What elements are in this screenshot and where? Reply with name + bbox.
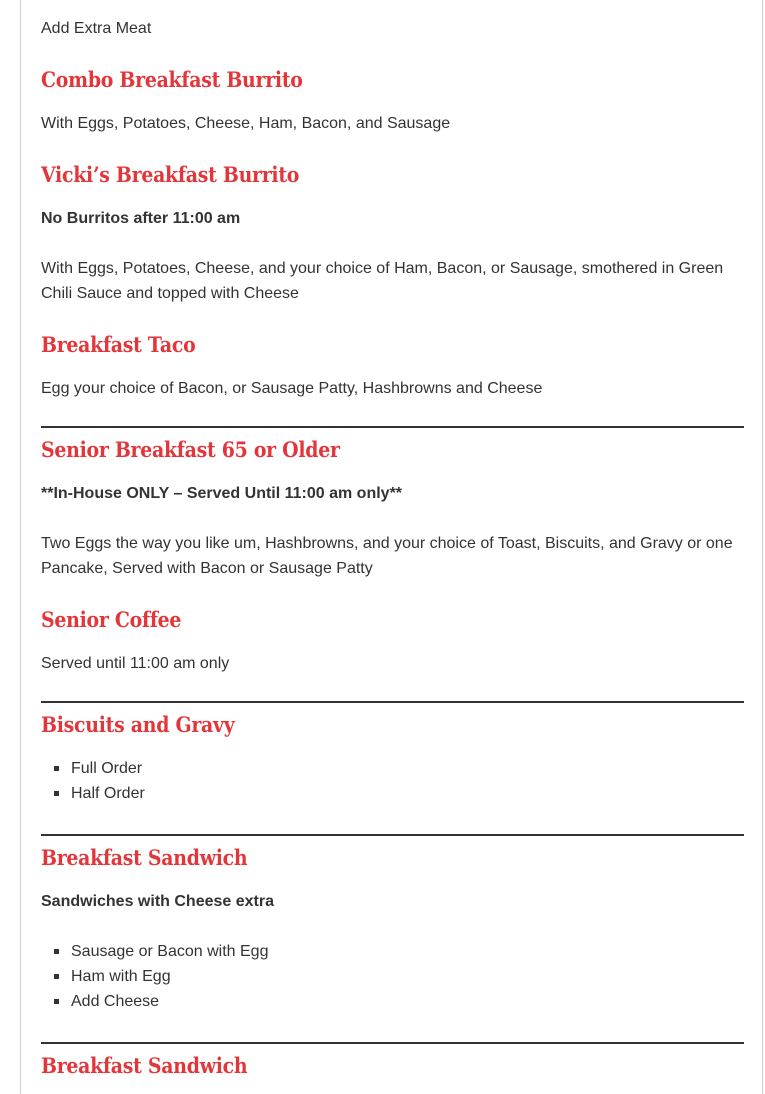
combo-breakfast-burrito-description: With Eggs, Potatoes, Cheese, Ham, Bacon, and Sausage (41, 115, 451, 132)
breakfast-sandwich-heading-2: Breakfast Sandwich (41, 1053, 248, 1078)
biscuits-and-gravy-list (41, 756, 145, 806)
senior-breakfast-heading: Senior Breakfast 65 or Older (41, 437, 340, 462)
vickis-burrito-note: No Burritos after 11:00 am (41, 210, 241, 227)
biscuits-and-gravy-heading: Biscuits and Gravy (41, 712, 235, 737)
vickis-burrito-description: With Eggs, Potatoes, Cheese, and your choice of Ham, Bacon, or Sausage, smothered in Green Chili Sauce and topped with Cheese (41, 260, 724, 302)
list-item: Half Order (71, 781, 145, 806)
combo-breakfast-burrito-heading: Combo Breakfast Burrito (41, 67, 303, 92)
breakfast-sandwich-heading: Breakfast Sandwich (41, 845, 248, 870)
senior-coffee-heading: Senior Coffee (41, 607, 182, 632)
senior-breakfast-note: **In-House ONLY – Served Until 11:00 am only** (41, 485, 403, 502)
breakfast-taco-heading: Breakfast Taco (41, 332, 196, 357)
senior-coffee-description: Served until 11:00 am only (41, 655, 230, 672)
list-item: Ham with Egg (71, 964, 268, 989)
section-divider (41, 426, 744, 428)
list-item: Sausage or Bacon with Egg (71, 939, 268, 964)
senior-breakfast-description: Two Eggs the way you like um, Hashbrowns, and your choice of Toast, Biscuits, and Gravy or one Pancake, Served with Bacon or Sausage Patty (41, 535, 733, 577)
section-divider (41, 701, 744, 703)
vickis-breakfast-burrito-heading: Vicki’s Breakfast Burrito (41, 162, 300, 187)
list-item: Full Order (71, 756, 145, 781)
menu-card (20, 0, 763, 1094)
breakfast-taco-description: Egg your choice of Bacon, or Sausage Patty, Hashbrowns and Cheese (41, 380, 543, 397)
breakfast-sandwich-list (41, 939, 268, 1014)
breakfast-sandwich-note: Sandwiches with Cheese extra (41, 893, 274, 910)
list-item: Add Cheese (71, 989, 268, 1014)
add-extra-meat-text: Add Extra Meat (41, 20, 152, 37)
section-divider (41, 834, 744, 836)
section-divider (41, 1042, 744, 1044)
